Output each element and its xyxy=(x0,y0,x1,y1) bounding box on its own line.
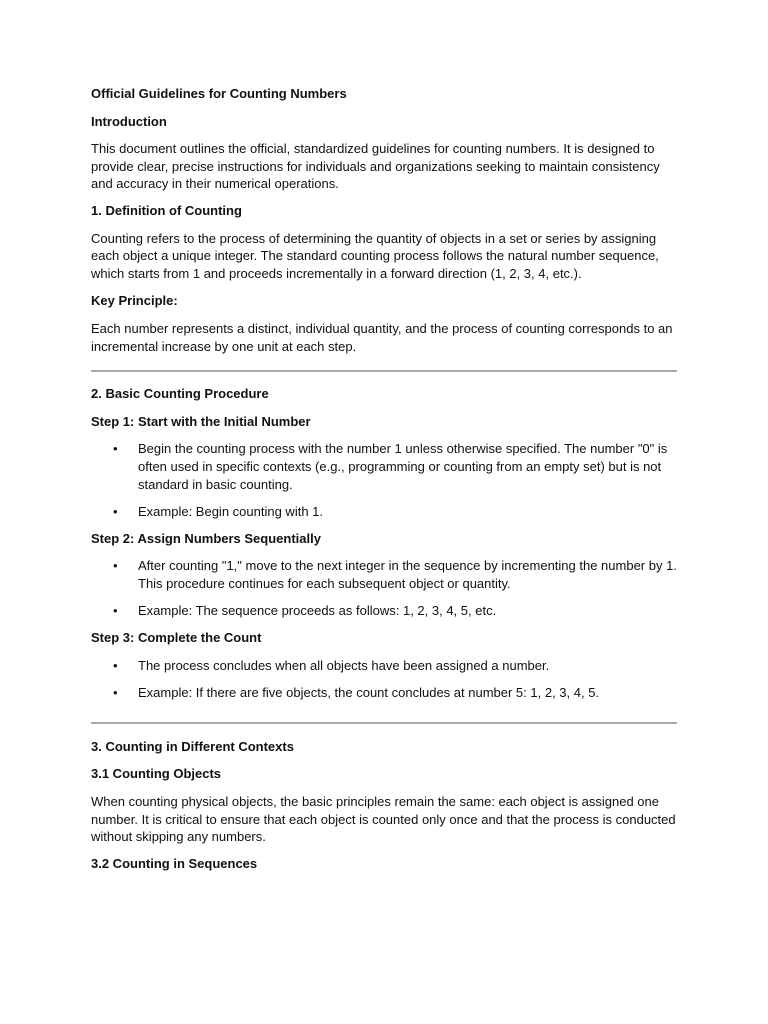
list-item xyxy=(91,684,677,702)
section1-heading: 1. Definition of Counting xyxy=(91,202,242,218)
introduction-text: This document outlines the official, standardized guidelines for counting numbers. It is designed to provide clear, precise instructions for individuals and organizations seeking to maintain consistency and accuracy in their numerical operations. xyxy=(91,141,660,192)
section1-text: Counting refers to the process of determining the quantity of objects in a set or series by assigning each object a unique integer. The standard counting process follows the natural number sequence, which starts from 1 and proceeds incrementally in a forward direction (1, 2, 3, 4, etc.). xyxy=(91,230,659,281)
subsection32-heading: 3.2 Counting in Sequences xyxy=(91,855,258,871)
subsection31-text: When counting physical objects, the basic principles remain the same: each object is assigned one number. It is critical to ensure that each object is counted only once and that the process is conducted without skipping any numbers. xyxy=(91,794,676,845)
section-divider xyxy=(91,722,677,724)
list-item xyxy=(91,557,677,592)
step2-heading: Step 2: Assign Numbers Sequentially xyxy=(91,530,321,546)
bullet-icon: • xyxy=(113,603,118,619)
bullet-icon: • xyxy=(113,657,118,673)
step1-heading: Step 1: Start with the Initial Number xyxy=(91,413,311,429)
list-item-text: The process concludes when all objects have been assigned a number. xyxy=(138,657,550,673)
list-item-text: After counting "1," move to the next integer in the sequence by incrementing the number by 1. This procedure continues for each subsequent object or quantity. xyxy=(138,558,677,591)
list-item-text: Example: The sequence proceeds as follows: 1, 2, 3, 4, 5, etc. xyxy=(138,603,497,619)
section2-heading: 2. Basic Counting Procedure xyxy=(91,386,269,402)
section3-heading: 3. Counting in Different Contexts xyxy=(91,738,294,754)
introduction-heading: Introduction xyxy=(91,113,167,129)
key-principle-heading: Key Principle: xyxy=(91,293,178,309)
list-item-text: Example: If there are five objects, the count concludes at number 5: 1, 2, 3, 4, 5. xyxy=(138,685,600,701)
bullet-icon: • xyxy=(113,504,118,520)
bullet-icon: • xyxy=(113,558,118,574)
step3-heading: Step 3: Complete the Count xyxy=(91,630,262,646)
list-item xyxy=(91,602,677,620)
bullet-icon: • xyxy=(113,441,118,457)
list-item-text: Example: Begin counting with 1. xyxy=(138,504,323,520)
list-item-text: Begin the counting process with the number 1 unless otherwise specified. The number "0" is often used in specific contexts (e.g., programming or counting from an empty set) but is not standard in basic counting. xyxy=(138,441,668,492)
bullet-icon: • xyxy=(113,685,118,701)
subsection31-heading: 3.1 Counting Objects xyxy=(91,766,222,782)
document-body xyxy=(91,85,677,872)
list-item xyxy=(91,657,677,675)
document-title: Official Guidelines for Counting Numbers xyxy=(91,86,347,101)
key-principle-text: Each number represents a distinct, individual quantity, and the process of counting corresponds to an incremental increase by one unit at each step. xyxy=(91,320,673,354)
list-item xyxy=(91,503,677,521)
list-item xyxy=(91,440,677,493)
section-divider xyxy=(91,370,677,372)
